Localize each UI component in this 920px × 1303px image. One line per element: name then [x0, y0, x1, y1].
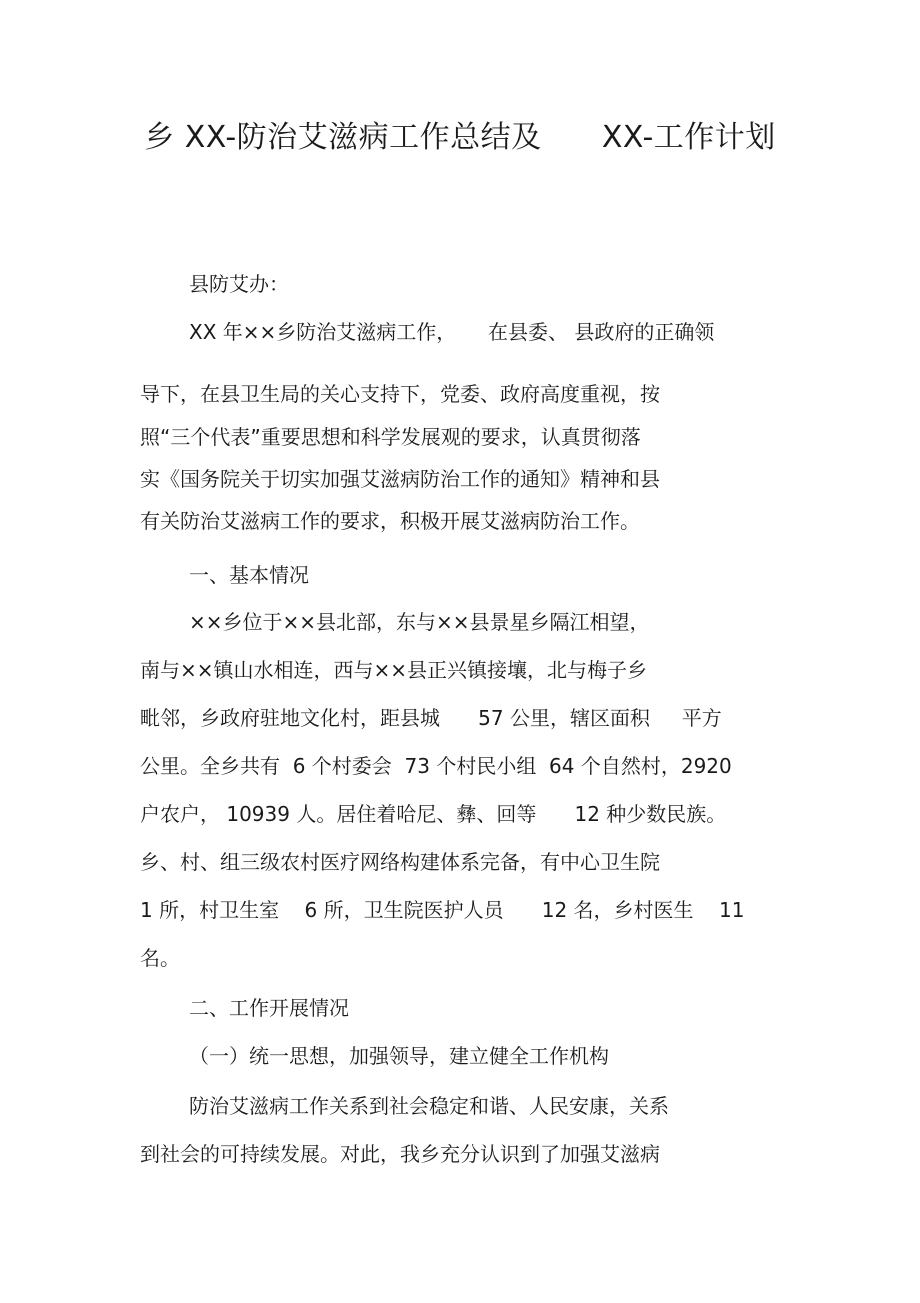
paragraph-line: 到社会的可持续发展。对此，我乡充分认识到了加强艾滋病: [140, 1142, 660, 1166]
document-title: 乡 XX-防治艾滋病工作总结及 XX-工作计划: [144, 120, 776, 155]
addressee-line: 县防艾办：: [189, 272, 289, 296]
paragraph-line: 南与××镇山水相连，西与××县正兴镇接壤，北与梅子乡: [140, 658, 648, 682]
paragraph-line: 毗邻，乡政府驻地文化村，距县城 57 公里，辖区面积 平方: [140, 706, 722, 730]
paragraph-line: 照“三个代表”重要思想和科学发展观的要求，认真贯彻落: [140, 425, 641, 449]
paragraph-line: ××乡位于××县北部，东与××县景星乡隔江相望，: [189, 610, 650, 634]
paragraph-line: 乡、村、组三级农村医疗网络构建体系完备，有中心卫生院: [140, 850, 660, 874]
paragraph-line: 防治艾滋病工作关系到社会稳定和谐、人民安康，关系: [189, 1094, 669, 1118]
paragraph-line: 户农户， 10939 人。居住着哈尼、彝、回等 12 种少数民族。: [140, 802, 727, 826]
paragraph-line: 导下，在县卫生局的关心支持下，党委、政府高度重视，按: [140, 382, 660, 406]
paragraph-line: 名。: [140, 946, 180, 970]
paragraph-line: 公里。全乡共有 6 个村委会 73 个村民小组 64 个自然村，2920: [140, 754, 732, 778]
section-heading: 二、工作开展情况: [189, 996, 349, 1020]
paragraph-line: 1 所，村卫生室 6 所，卫生院医护人员 12 名，乡村医生 11: [140, 898, 745, 922]
paragraph-line: 实《国务院关于切实加强艾滋病防治工作的通知》精神和县: [140, 467, 660, 491]
section-heading: 一、基本情况: [189, 563, 309, 587]
paragraph-line: XX 年××乡防治艾滋病工作， 在县委、 县政府的正确领: [189, 320, 715, 344]
subsection-heading: （一）统一思想，加强领导，建立健全工作机构: [189, 1044, 609, 1068]
paragraph-line: 有关防治艾滋病工作的要求，积极开展艾滋病防治工作。: [140, 509, 640, 533]
